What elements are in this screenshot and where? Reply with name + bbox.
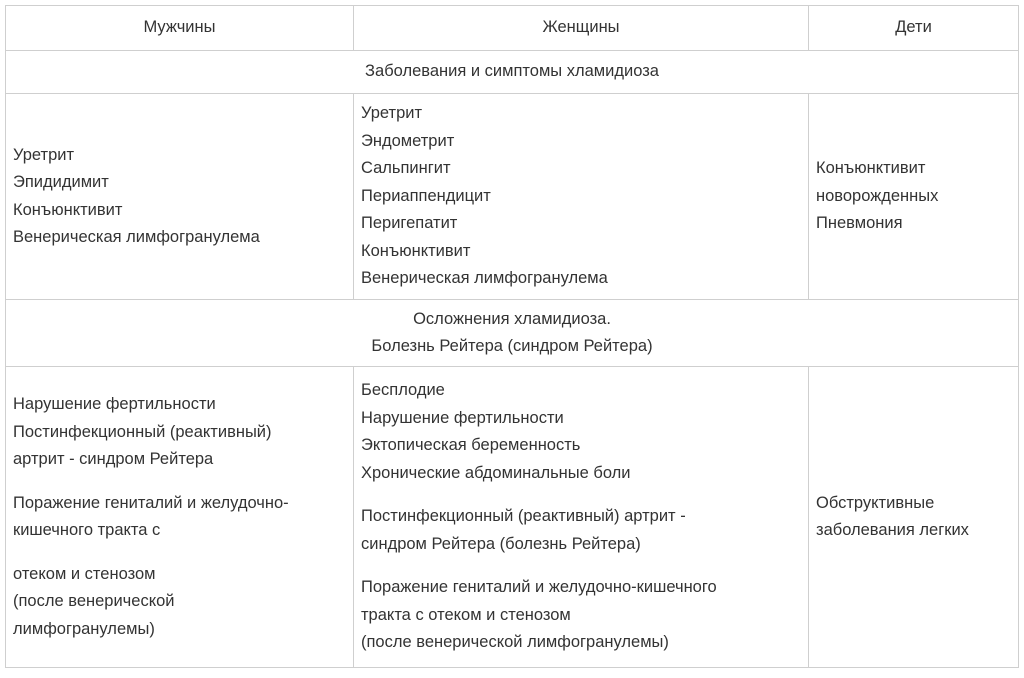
list-item: (после венерической лимфогранулемы) (361, 633, 669, 652)
header-women: Женщины (354, 6, 809, 51)
chlamydia-table (5, 5, 1019, 668)
section-diseases-title: Заболевания и симптомы хламидиоза (6, 51, 1019, 94)
spacer (13, 474, 346, 490)
list-item: Конъюнктивит (13, 200, 123, 219)
list-item: синдром Рейтера (болезнь Рейтера) (361, 534, 641, 553)
list-item: новорожденных (816, 186, 939, 205)
list-item: Конъюнктивит (816, 159, 926, 178)
list-item: Периаппендицит (361, 186, 491, 205)
list-item: заболевания легких (816, 521, 969, 539)
list-item: Уретрит (13, 145, 75, 164)
list-item: Пневмония (816, 214, 903, 233)
list-item: Хронические абдоминальные боли (361, 463, 631, 482)
list-item: Перигепатит (361, 214, 458, 233)
list-item: Венерическая лимфогранулема (361, 269, 608, 288)
list-item: артрит - синдром Рейтера (13, 450, 214, 468)
list-item: (после венерической (13, 592, 175, 610)
complications-children-cell (809, 367, 1019, 668)
complications-row (6, 367, 1019, 668)
diseases-women-cell (354, 94, 809, 300)
list-item: Постинфекционный (реактивный) артрит - (361, 507, 686, 526)
list-item: Эктопическая беременность (361, 436, 581, 455)
header-children: Дети (809, 6, 1019, 51)
complications-women-cell (354, 367, 809, 668)
list-item: Бесплодие (361, 381, 445, 400)
list-item: Постинфекционный (реактивный) (13, 422, 272, 441)
diseases-row (6, 94, 1019, 300)
list-item: лимфогранулемы) (13, 619, 155, 638)
diseases-men-cell (6, 94, 354, 300)
list-item: Эндометрит (361, 131, 455, 150)
spacer (361, 487, 801, 503)
complications-men-cell (6, 367, 354, 668)
header-row (6, 6, 1019, 51)
header-men: Мужчины (6, 6, 354, 51)
list-item: Поражение гениталий и желудочно- (13, 493, 289, 512)
list-item: Поражение гениталий и желудочно-кишечного (361, 578, 717, 597)
list-item: Венерическая лимфогранулема (13, 228, 260, 246)
spacer (361, 558, 801, 574)
list-item: отеком и стенозом (13, 564, 156, 583)
section-complications-row (6, 300, 1019, 367)
section-complications-line: Осложнения хламидиоза. (413, 309, 611, 328)
spacer (13, 545, 346, 561)
list-item: Нарушение фертильности (13, 395, 216, 413)
diseases-children-cell (809, 94, 1019, 300)
list-item: Обструктивные (816, 493, 935, 512)
list-item: Сальпингит (361, 159, 451, 178)
list-item: Эпидидимит (13, 173, 109, 191)
list-item: Конъюнктивит (361, 241, 471, 260)
section-complications-title (6, 300, 1019, 367)
list-item: Уретрит (361, 104, 423, 123)
list-item: тракта с отеком и стенозом (361, 605, 571, 624)
section-diseases-row (6, 51, 1019, 94)
list-item: кишечного тракта с (13, 521, 161, 539)
list-item: Нарушение фертильности (361, 408, 564, 427)
section-complications-line: Болезнь Рейтера (синдром Рейтера) (371, 337, 653, 355)
